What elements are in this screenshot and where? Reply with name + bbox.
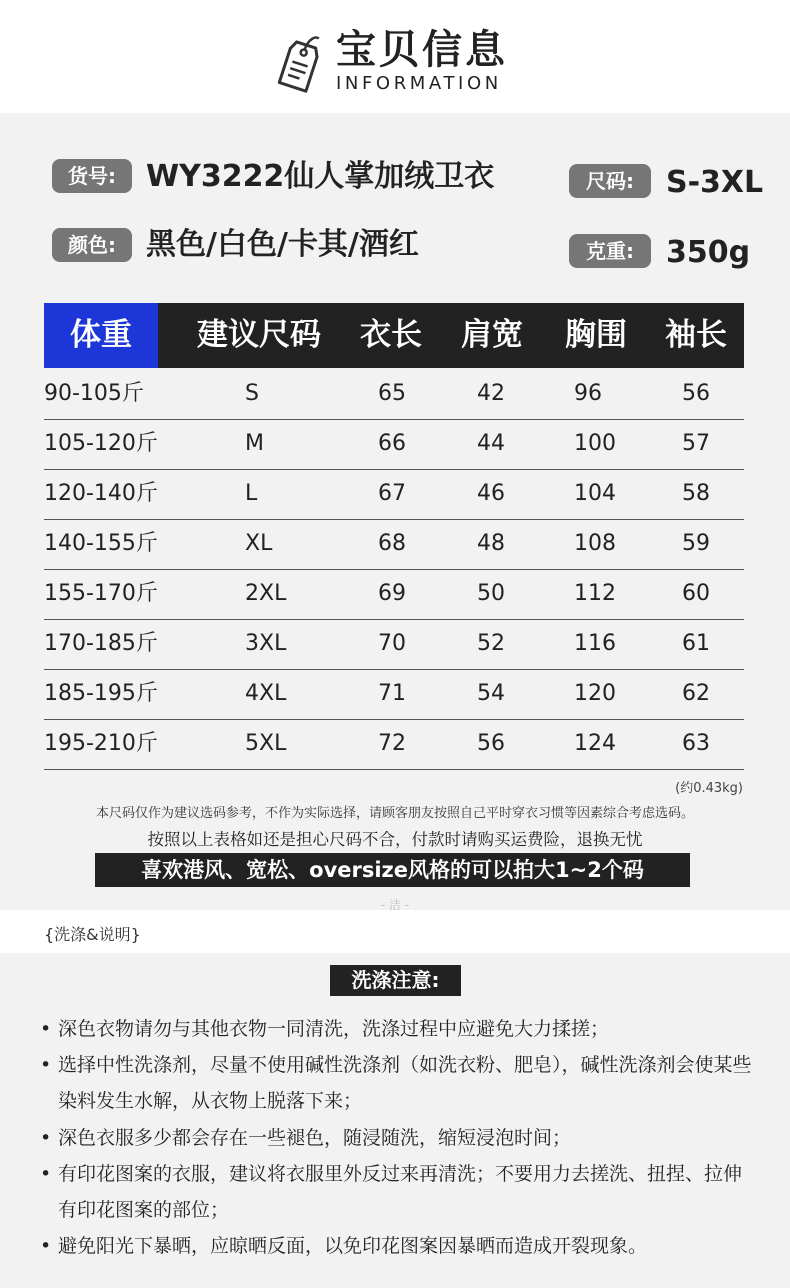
cell-shoulder: 52	[477, 631, 505, 656]
bullet-dot: •	[40, 1127, 52, 1149]
cell-weight: 90-105斤	[44, 381, 144, 406]
cell-length: 65	[378, 381, 406, 406]
cell-weight: 170-185斤	[44, 631, 158, 656]
table-row	[44, 569, 744, 620]
cell-length: 67	[378, 481, 406, 506]
size-label: 尺码:	[569, 164, 651, 198]
cell-shoulder: 48	[477, 531, 505, 556]
sku-value: WY3222仙人掌加绒卫衣	[146, 159, 495, 194]
header-chest: 胸围	[565, 317, 627, 353]
wash-item-text: 选择中性洗涤剂，尽量不使用碱性洗涤剂（如洗衣粉、肥皂），碱性洗涤剂会使某些染料发生水解，从衣物上脱落下来；	[58, 1054, 752, 1112]
size-value: S-3XL	[666, 165, 764, 200]
wash-item-text: 深色衣服多少都会存在一些褪色，随浸随洗，缩短浸泡时间；	[58, 1127, 572, 1149]
list-item	[40, 1047, 752, 1119]
cell-sleeve: 57	[682, 431, 710, 456]
list-item	[40, 1228, 752, 1264]
cell-shoulder: 44	[477, 431, 505, 456]
cell-length: 72	[378, 731, 406, 756]
cell-size: 2XL	[245, 581, 287, 606]
cell-size: M	[245, 431, 264, 456]
wash-section-heading: {洗涤&说明}	[44, 925, 141, 944]
cell-weight: 195-210斤	[44, 731, 158, 756]
cell-length: 71	[378, 681, 406, 706]
cell-chest: 100	[574, 431, 616, 456]
table-row	[44, 519, 744, 570]
color-value: 黑色/白色/卡其/酒红	[146, 227, 419, 262]
wash-title: 洗涤注意:	[330, 965, 461, 996]
cell-sleeve: 59	[682, 531, 710, 556]
table-row	[44, 419, 744, 470]
wash-item-text: 有印花图案的衣服，建议将衣服里外反过来再清洗；不要用力去搓洗、扭捏、拉伸有印花图案的部位；	[58, 1163, 743, 1221]
header-length: 衣长	[360, 317, 422, 353]
cell-sleeve: 62	[682, 681, 710, 706]
cell-chest: 116	[574, 631, 616, 656]
cell-length: 70	[378, 631, 406, 656]
cell-weight: 155-170斤	[44, 581, 158, 606]
oversize-tip-banner: 喜欢港风、宽松、oversize风格的可以拍大1~2个码	[95, 853, 690, 887]
cell-size: XL	[245, 531, 273, 556]
cell-chest: 120	[574, 681, 616, 706]
header-sleeve: 袖长	[665, 317, 727, 353]
cell-shoulder: 50	[477, 581, 505, 606]
cell-size: 4XL	[245, 681, 287, 706]
cell-weight: 105-120斤	[44, 431, 158, 456]
section-divider: - 洁 -	[380, 898, 410, 912]
cell-chest: 124	[574, 731, 616, 756]
page-title: 宝贝信息	[336, 27, 508, 73]
cell-sleeve: 60	[682, 581, 710, 606]
cell-chest: 96	[574, 381, 602, 406]
bullet-dot: •	[40, 1163, 52, 1185]
cell-length: 69	[378, 581, 406, 606]
sku-label: 货号:	[52, 159, 132, 193]
table-row	[44, 469, 744, 520]
page-subtitle: INFORMATION	[336, 73, 502, 94]
cell-shoulder: 46	[477, 481, 505, 506]
cell-sleeve: 58	[682, 481, 710, 506]
bullet-dot: •	[40, 1054, 52, 1076]
bullet-dot: •	[40, 1018, 52, 1040]
list-item	[40, 1120, 752, 1156]
cell-size: 3XL	[245, 631, 287, 656]
header-body-weight: 体重	[44, 303, 158, 368]
size-disclaimer: 本尺码仅作为建议选码参考，不作为实际选择，请顾客朋友按照自己平时穿衣习惯等因素综合考虑选码。	[95, 806, 694, 821]
cell-chest: 112	[574, 581, 616, 606]
cell-size: S	[245, 381, 259, 406]
cell-chest: 104	[574, 481, 616, 506]
size-table-header	[44, 303, 744, 368]
cell-length: 68	[378, 531, 406, 556]
cell-length: 66	[378, 431, 406, 456]
cell-shoulder: 56	[477, 731, 505, 756]
cell-size: L	[245, 481, 258, 506]
page-header	[0, 0, 790, 113]
wash-item-text: 深色衣物请勿与其他衣物一同清洗，洗涤过程中应避免大力揉搓；	[58, 1018, 610, 1040]
cell-shoulder: 54	[477, 681, 505, 706]
list-item	[40, 1156, 752, 1228]
price-tag-icon	[276, 30, 324, 94]
cell-weight: 140-155斤	[44, 531, 158, 556]
cell-sleeve: 56	[682, 381, 710, 406]
header-shoulder: 肩宽	[461, 317, 523, 353]
table-row	[44, 619, 744, 670]
cell-shoulder: 42	[477, 381, 505, 406]
color-label: 颜色:	[52, 228, 132, 262]
cell-sleeve: 63	[682, 731, 710, 756]
table-row	[44, 719, 744, 770]
weight-label: 克重:	[569, 234, 651, 268]
list-item	[40, 1011, 752, 1047]
bullet-dot: •	[40, 1235, 52, 1257]
wash-item-text: 避免阳光下暴晒，应晾晒反面，以免印花图案因暴晒而造成开裂现象。	[58, 1235, 648, 1257]
weight-approx-note: (约0.43kg)	[675, 781, 743, 796]
cell-sleeve: 61	[682, 631, 710, 656]
table-row	[44, 369, 744, 420]
header-suggested-size: 建议尺码	[197, 317, 321, 353]
cell-weight: 185-195斤	[44, 681, 158, 706]
cell-weight: 120-140斤	[44, 481, 158, 506]
weight-value: 350g	[666, 235, 751, 270]
shipping-insurance-note: 按照以上表格如还是担心尺码不合，付款时请购买运费险，退换无忧	[147, 830, 643, 849]
cell-chest: 108	[574, 531, 616, 556]
cell-size: 5XL	[245, 731, 287, 756]
table-row	[44, 669, 744, 720]
